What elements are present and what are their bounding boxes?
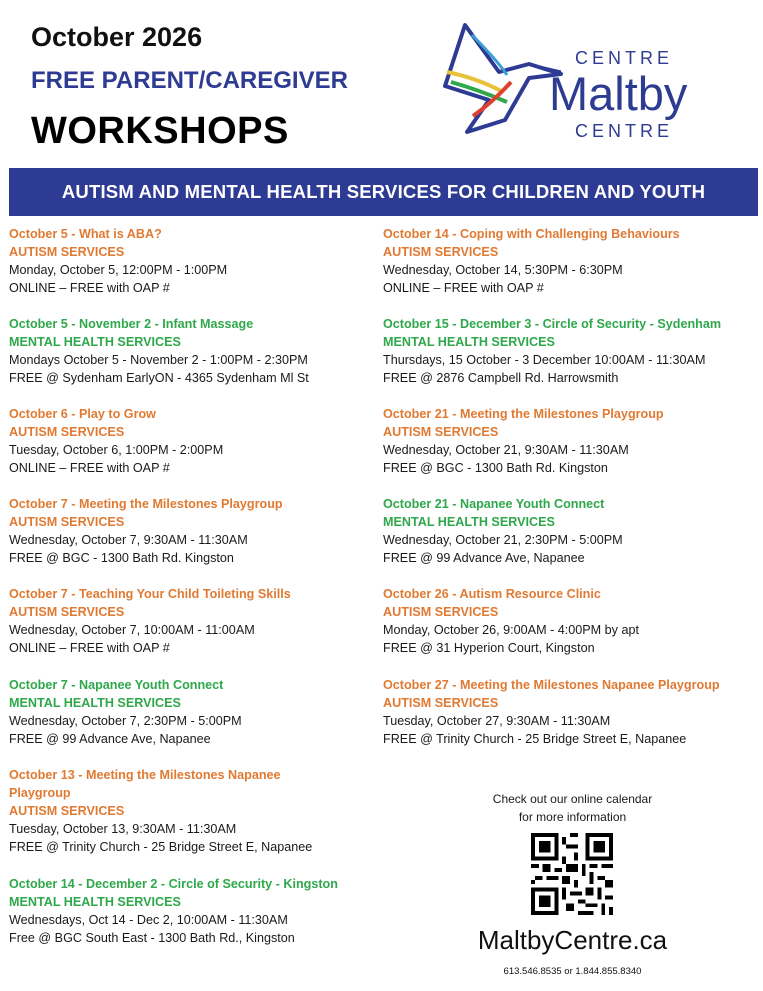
event-where: FREE @ BGC - 1300 Bath Rd. Kingston xyxy=(9,551,234,565)
event-where: FREE @ 99 Advance Ave, Napanee xyxy=(383,551,585,565)
services-banner: AUTISM AND MENTAL HEALTH SERVICES FOR CHILDREN AND YOUTH xyxy=(9,168,758,216)
event-title: October 7 - Teaching Your Child Toileting Skills xyxy=(9,587,291,601)
logo-centre-bottom: CENTRE xyxy=(575,121,674,141)
event-where: FREE @ Trinity Church - 25 Bridge Street E, Napanee xyxy=(9,840,313,854)
event-title: October 14 - December 2 - Circle of Security - Kingston xyxy=(9,877,338,891)
calendar-note-line1: Check out our online calendar xyxy=(492,792,653,806)
event-category: MENTAL HEALTH SERVICES xyxy=(9,895,181,909)
event-when: Thursdays, 15 October - 3 December 10:00AM - 11:30AM xyxy=(383,353,706,367)
event-where: FREE @ 31 Hyperion Court, Kingston xyxy=(383,641,595,655)
event-title: October 6 - Play to Grow xyxy=(9,407,156,421)
event-title: October 15 - December 3 - Circle of Security - Sydenham xyxy=(383,317,722,331)
event-when: Wednesday, October 14, 5:30PM - 6:30PM xyxy=(383,263,623,277)
event-category: MENTAL HEALTH SERVICES xyxy=(383,335,555,349)
event-where: ONLINE – FREE with OAP # xyxy=(9,461,170,475)
event-left-3 xyxy=(9,495,379,567)
event-where: FREE @ 2876 Campbell Rd. Harrowsmith xyxy=(383,371,619,385)
event-right-5 xyxy=(383,676,753,748)
event-where: Free @ BGC South East - 1300 Bath Rd., Kingston xyxy=(9,931,295,945)
event-left-0 xyxy=(9,225,379,297)
event-category: AUTISM SERVICES xyxy=(9,515,125,529)
event-when: Monday, October 5, 12:00PM - 1:00PM xyxy=(9,263,228,277)
event-when: Monday, October 26, 9:00AM - 4:00PM by apt xyxy=(383,623,639,637)
event-where: FREE @ Sydenham EarlyON - 4365 Sydenham Ml St xyxy=(9,371,309,385)
event-title: October 21 - Meeting the Milestones Playgroup xyxy=(383,407,664,421)
event-right-4 xyxy=(383,585,753,657)
logo-centre-top: CENTRE xyxy=(575,48,674,68)
event-category: AUTISM SERVICES xyxy=(9,425,125,439)
event-when: Mondays October 5 - November 2 - 1:00PM - 2:30PM xyxy=(9,353,308,367)
event-when: Tuesday, October 13, 9:30AM - 11:30AM xyxy=(9,822,237,836)
event-when: Wednesday, October 7, 2:30PM - 5:00PM xyxy=(9,714,242,728)
event-when: Wednesday, October 7, 9:30AM - 11:30AM xyxy=(9,533,248,547)
event-category: MENTAL HEALTH SERVICES xyxy=(383,515,555,529)
event-left-2 xyxy=(9,405,379,477)
event-title-cont: Playgroup xyxy=(9,786,71,800)
event-category: MENTAL HEALTH SERVICES xyxy=(9,335,181,349)
event-category: AUTISM SERVICES xyxy=(9,245,125,259)
event-right-3 xyxy=(383,495,753,567)
event-when: Wednesdays, Oct 14 - Dec 2, 10:00AM - 11:30AM xyxy=(9,913,288,927)
calendar-note xyxy=(470,790,675,826)
header-month: October 2026 xyxy=(31,22,203,52)
event-where: FREE @ BGC - 1300 Bath Rd. Kingston xyxy=(383,461,608,475)
event-where: FREE @ Trinity Church - 25 Bridge Street E, Napanee xyxy=(383,732,687,746)
event-right-1 xyxy=(383,315,753,387)
event-title: October 5 - What is ABA? xyxy=(9,227,162,241)
maltby-centre-logo xyxy=(437,20,727,140)
event-right-2 xyxy=(383,405,753,477)
event-category: AUTISM SERVICES xyxy=(9,804,125,818)
website-link[interactable]: MaltbyCentre.ca xyxy=(477,925,668,955)
event-title: October 14 - Coping with Challenging Behaviours xyxy=(383,227,680,241)
event-when: Wednesday, October 21, 2:30PM - 5:00PM xyxy=(383,533,623,547)
header-subtitle: FREE PARENT/CAREGIVER xyxy=(31,67,348,94)
event-left-6 xyxy=(9,766,379,856)
event-category: AUTISM SERVICES xyxy=(9,605,125,619)
event-where: ONLINE – FREE with OAP # xyxy=(9,641,170,655)
event-title: October 26 - Autism Resource Clinic xyxy=(383,587,601,601)
event-category: AUTISM SERVICES xyxy=(383,696,499,710)
calendar-note-line2: for more information xyxy=(518,810,627,824)
event-category: AUTISM SERVICES xyxy=(383,605,499,619)
event-where: FREE @ 99 Advance Ave, Napanee xyxy=(9,732,211,746)
event-when: Tuesday, October 6, 1:00PM - 2:00PM xyxy=(9,443,224,457)
event-category: AUTISM SERVICES xyxy=(383,425,499,439)
event-when: Wednesday, October 21, 9:30AM - 11:30AM xyxy=(383,443,629,457)
event-left-5 xyxy=(9,676,379,748)
event-where: ONLINE – FREE with OAP # xyxy=(383,281,544,295)
event-title: October 27 - Meeting the Milestones Napanee Playgroup xyxy=(383,678,720,692)
event-category: AUTISM SERVICES xyxy=(383,245,499,259)
event-title: October 7 - Meeting the Milestones Playgroup xyxy=(9,497,283,511)
event-left-1 xyxy=(9,315,379,387)
event-when: Wednesday, October 7, 10:00AM - 11:00AM xyxy=(9,623,255,637)
event-left-4 xyxy=(9,585,379,657)
event-title: October 13 - Meeting the Milestones Napanee xyxy=(9,768,281,782)
logo-name: Maltby xyxy=(549,67,688,120)
event-title: October 21 - Napanee Youth Connect xyxy=(383,497,605,511)
event-where: ONLINE – FREE with OAP # xyxy=(9,281,170,295)
phone-numbers: 613.546.8535 or 1.844.855.8340 xyxy=(503,966,642,977)
event-category: MENTAL HEALTH SERVICES xyxy=(9,696,181,710)
page-title: WORKSHOPS xyxy=(31,110,289,152)
event-right-0 xyxy=(383,225,753,297)
event-title: October 5 - November 2 - Infant Massage xyxy=(9,317,254,331)
qr-code-icon[interactable] xyxy=(531,833,613,915)
event-left-7 xyxy=(9,875,379,947)
event-when: Tuesday, October 27, 9:30AM - 11:30AM xyxy=(383,714,611,728)
event-title: October 7 - Napanee Youth Connect xyxy=(9,678,224,692)
